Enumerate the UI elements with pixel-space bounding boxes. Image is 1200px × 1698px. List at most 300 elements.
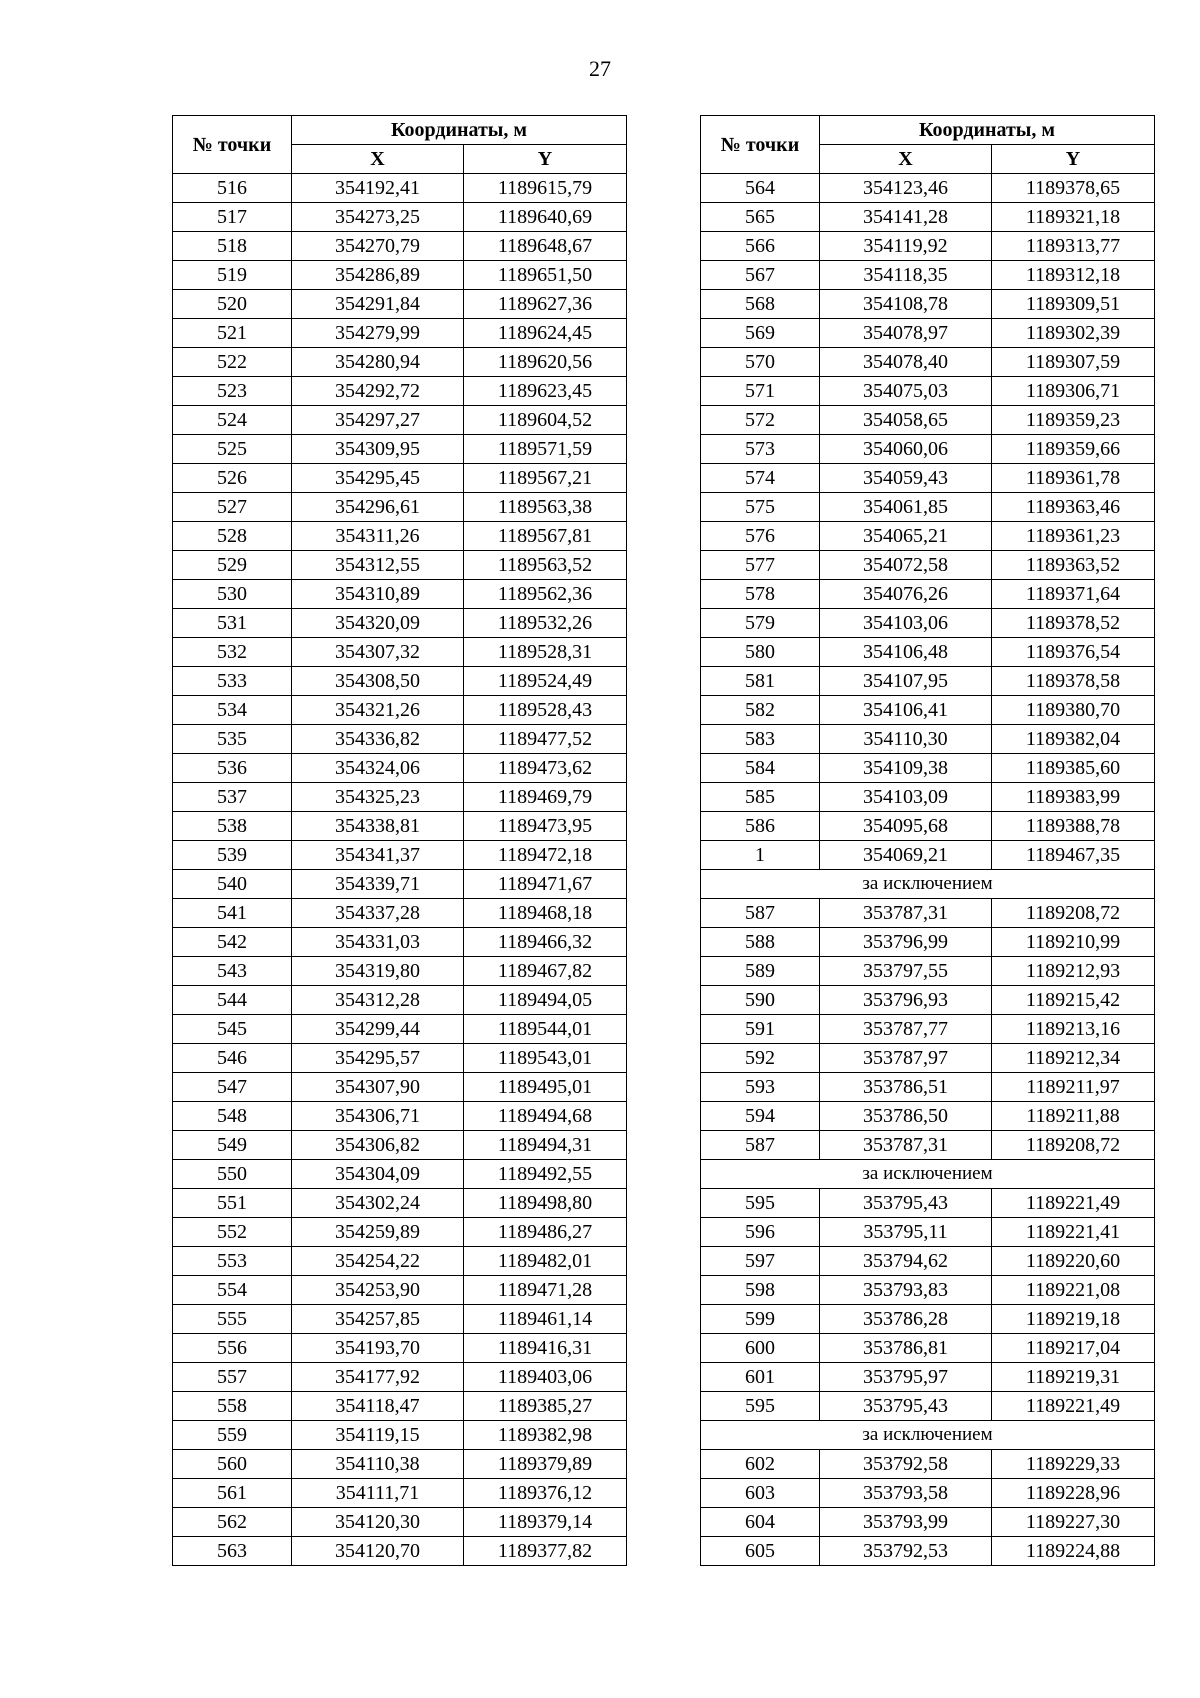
y-coordinate-cell: 1189627,36 <box>464 290 627 319</box>
x-coordinate-cell: 354107,95 <box>820 667 992 696</box>
x-coordinate-cell: 354286,89 <box>292 261 464 290</box>
x-coordinate-cell: 354280,94 <box>292 348 464 377</box>
point-number-cell: 592 <box>701 1044 820 1073</box>
point-number-cell: 569 <box>701 319 820 348</box>
x-coordinate-cell: 354291,84 <box>292 290 464 319</box>
x-coordinate-cell: 354310,89 <box>292 580 464 609</box>
x-coordinate-cell: 354095,68 <box>820 812 992 841</box>
x-coordinate-cell: 354302,24 <box>292 1189 464 1218</box>
y-coordinate-cell: 1189210,99 <box>992 928 1155 957</box>
table-row <box>701 290 1155 319</box>
point-number-cell: 528 <box>173 522 292 551</box>
x-coordinate-cell: 354123,46 <box>820 174 992 203</box>
x-coordinate-cell: 353795,43 <box>820 1392 992 1421</box>
x-coordinate-cell: 353795,97 <box>820 1363 992 1392</box>
table-row <box>701 609 1155 638</box>
y-coordinate-cell: 1189648,67 <box>464 232 627 261</box>
y-coordinate-cell: 1189217,04 <box>992 1334 1155 1363</box>
table-row <box>701 725 1155 754</box>
x-coordinate-cell: 354309,95 <box>292 435 464 464</box>
table-row <box>173 493 627 522</box>
y-coordinate-cell: 1189212,93 <box>992 957 1155 986</box>
x-coordinate-cell: 354257,85 <box>292 1305 464 1334</box>
table-row <box>701 522 1155 551</box>
y-coordinate-cell: 1189378,58 <box>992 667 1155 696</box>
x-coordinate-cell: 354059,43 <box>820 464 992 493</box>
point-number-cell: 541 <box>173 899 292 928</box>
x-coordinate-cell: 354076,26 <box>820 580 992 609</box>
point-number-cell: 535 <box>173 725 292 754</box>
point-number-cell: 518 <box>173 232 292 261</box>
exclusion-note: за исключением <box>701 1160 1155 1189</box>
x-coordinate-cell: 354118,35 <box>820 261 992 290</box>
table-row <box>701 1189 1155 1218</box>
y-coordinate-cell: 1189563,38 <box>464 493 627 522</box>
table-row <box>173 754 627 783</box>
x-coordinate-cell: 353787,31 <box>820 899 992 928</box>
table-row <box>173 609 627 638</box>
y-coordinate-cell: 1189544,01 <box>464 1015 627 1044</box>
x-coordinate-cell: 354119,92 <box>820 232 992 261</box>
point-number-cell: 534 <box>173 696 292 725</box>
x-coordinate-cell: 354072,58 <box>820 551 992 580</box>
y-coordinate-cell: 1189467,82 <box>464 957 627 986</box>
table-row <box>701 667 1155 696</box>
x-coordinate-cell: 354103,09 <box>820 783 992 812</box>
y-coordinate-cell: 1189379,14 <box>464 1508 627 1537</box>
y-coordinate-cell: 1189211,88 <box>992 1102 1155 1131</box>
x-coordinate-cell: 354078,97 <box>820 319 992 348</box>
table-row <box>173 551 627 580</box>
table-row <box>173 1305 627 1334</box>
y-header: Y <box>464 145 627 174</box>
point-number-cell: 604 <box>701 1508 820 1537</box>
x-coordinate-cell: 353787,97 <box>820 1044 992 1073</box>
point-number-cell: 579 <box>701 609 820 638</box>
x-coordinate-cell: 353795,43 <box>820 1189 992 1218</box>
y-coordinate-cell: 1189624,45 <box>464 319 627 348</box>
y-coordinate-cell: 1189532,26 <box>464 609 627 638</box>
x-coordinate-cell: 354141,28 <box>820 203 992 232</box>
y-coordinate-cell: 1189215,42 <box>992 986 1155 1015</box>
x-coordinate-cell: 354336,82 <box>292 725 464 754</box>
y-coordinate-cell: 1189359,66 <box>992 435 1155 464</box>
point-number-cell: 546 <box>173 1044 292 1073</box>
x-coordinate-cell: 354120,70 <box>292 1537 464 1566</box>
y-coordinate-cell: 1189382,04 <box>992 725 1155 754</box>
x-coordinate-cell: 354110,30 <box>820 725 992 754</box>
y-coordinate-cell: 1189361,23 <box>992 522 1155 551</box>
x-coordinate-cell: 354325,23 <box>292 783 464 812</box>
table-row <box>173 290 627 319</box>
x-coordinate-cell: 353786,81 <box>820 1334 992 1363</box>
point-number-cell: 533 <box>173 667 292 696</box>
y-coordinate-cell: 1189471,28 <box>464 1276 627 1305</box>
point-number-cell: 581 <box>701 667 820 696</box>
x-coordinate-cell: 354273,25 <box>292 203 464 232</box>
point-number-cell: 570 <box>701 348 820 377</box>
x-coordinate-cell: 353795,11 <box>820 1218 992 1247</box>
table-row <box>173 319 627 348</box>
x-coordinate-cell: 354307,32 <box>292 638 464 667</box>
table-row <box>701 1334 1155 1363</box>
y-coordinate-cell: 1189221,08 <box>992 1276 1155 1305</box>
x-coordinate-cell: 354060,06 <box>820 435 992 464</box>
point-number-cell: 538 <box>173 812 292 841</box>
table-row <box>701 232 1155 261</box>
table-row <box>173 522 627 551</box>
point-number-cell: 561 <box>173 1479 292 1508</box>
point-number-cell: 565 <box>701 203 820 232</box>
y-coordinate-cell: 1189494,31 <box>464 1131 627 1160</box>
x-coordinate-cell: 354320,09 <box>292 609 464 638</box>
table-row <box>173 1276 627 1305</box>
x-coordinate-cell: 354312,55 <box>292 551 464 580</box>
point-number-cell: 558 <box>173 1392 292 1421</box>
y-coordinate-cell: 1189388,78 <box>992 812 1155 841</box>
x-coordinate-cell: 354296,61 <box>292 493 464 522</box>
table-row <box>701 493 1155 522</box>
y-coordinate-cell: 1189312,18 <box>992 261 1155 290</box>
x-coordinate-cell: 354069,21 <box>820 841 992 870</box>
table-row <box>173 1450 627 1479</box>
table-row <box>701 841 1155 870</box>
y-coordinate-cell: 1189403,06 <box>464 1363 627 1392</box>
x-coordinate-cell: 354292,72 <box>292 377 464 406</box>
table-row <box>173 232 627 261</box>
y-coordinate-cell: 1189378,52 <box>992 609 1155 638</box>
table-row <box>701 1537 1155 1566</box>
y-coordinate-cell: 1189477,52 <box>464 725 627 754</box>
exclusion-row <box>701 870 1155 899</box>
point-number-cell: 587 <box>701 1131 820 1160</box>
table-row <box>701 1247 1155 1276</box>
table-row <box>701 1479 1155 1508</box>
x-coordinate-cell: 354119,15 <box>292 1421 464 1450</box>
point-number-cell: 599 <box>701 1305 820 1334</box>
x-coordinate-cell: 354111,71 <box>292 1479 464 1508</box>
x-coordinate-cell: 353786,50 <box>820 1102 992 1131</box>
exclusion-note: за исключением <box>701 870 1155 899</box>
table-row <box>173 1160 627 1189</box>
table-row <box>173 928 627 957</box>
x-coordinate-cell: 354075,03 <box>820 377 992 406</box>
y-coordinate-cell: 1189321,18 <box>992 203 1155 232</box>
y-coordinate-cell: 1189563,52 <box>464 551 627 580</box>
point-number-cell: 544 <box>173 986 292 1015</box>
x-coordinate-cell: 354338,81 <box>292 812 464 841</box>
x-coordinate-cell: 354110,38 <box>292 1450 464 1479</box>
y-coordinate-cell: 1189307,59 <box>992 348 1155 377</box>
point-number-cell: 552 <box>173 1218 292 1247</box>
point-number-cell: 577 <box>701 551 820 580</box>
table-row <box>701 406 1155 435</box>
y-coordinate-cell: 1189640,69 <box>464 203 627 232</box>
table-row <box>701 1508 1155 1537</box>
table-row <box>701 1015 1155 1044</box>
x-coordinate-cell: 353793,83 <box>820 1276 992 1305</box>
y-coordinate-cell: 1189371,64 <box>992 580 1155 609</box>
point-number-cell: 584 <box>701 754 820 783</box>
table-row <box>173 1044 627 1073</box>
x-coordinate-cell: 354270,79 <box>292 232 464 261</box>
point-number-cell: 556 <box>173 1334 292 1363</box>
table-row <box>173 464 627 493</box>
y-coordinate-cell: 1189472,18 <box>464 841 627 870</box>
y-coordinate-cell: 1189359,23 <box>992 406 1155 435</box>
x-coordinate-cell: 353787,77 <box>820 1015 992 1044</box>
y-coordinate-cell: 1189469,79 <box>464 783 627 812</box>
table-row <box>173 406 627 435</box>
table-row <box>701 754 1155 783</box>
x-coordinate-cell: 354297,27 <box>292 406 464 435</box>
x-coordinate-cell: 354311,26 <box>292 522 464 551</box>
y-coordinate-cell: 1189467,35 <box>992 841 1155 870</box>
table-row <box>173 1073 627 1102</box>
table-row <box>701 319 1155 348</box>
y-coordinate-cell: 1189567,81 <box>464 522 627 551</box>
table-row <box>701 551 1155 580</box>
y-coordinate-cell: 1189302,39 <box>992 319 1155 348</box>
table-row <box>173 1247 627 1276</box>
table-row <box>173 1479 627 1508</box>
table-row <box>701 1450 1155 1479</box>
point-number-cell: 582 <box>701 696 820 725</box>
coordinates-header: Координаты, м <box>292 116 627 145</box>
table-row <box>173 986 627 1015</box>
y-coordinate-cell: 1189208,72 <box>992 1131 1155 1160</box>
point-number-cell: 550 <box>173 1160 292 1189</box>
point-number-cell: 519 <box>173 261 292 290</box>
y-coordinate-cell: 1189498,80 <box>464 1189 627 1218</box>
table-row <box>173 1218 627 1247</box>
table-row <box>701 580 1155 609</box>
point-number-cell: 517 <box>173 203 292 232</box>
exclusion-note: за исключением <box>701 1421 1155 1450</box>
x-coordinate-cell: 354065,21 <box>820 522 992 551</box>
y-coordinate-cell: 1189528,31 <box>464 638 627 667</box>
x-coordinate-cell: 353793,99 <box>820 1508 992 1537</box>
table-row <box>173 1421 627 1450</box>
x-coordinate-cell: 354324,06 <box>292 754 464 783</box>
point-number-cell: 532 <box>173 638 292 667</box>
y-coordinate-cell: 1189466,32 <box>464 928 627 957</box>
y-coordinate-cell: 1189377,82 <box>464 1537 627 1566</box>
y-coordinate-cell: 1189306,71 <box>992 377 1155 406</box>
y-coordinate-cell: 1189623,45 <box>464 377 627 406</box>
table-row <box>701 1392 1155 1421</box>
y-coordinate-cell: 1189208,72 <box>992 899 1155 928</box>
x-coordinate-cell: 354254,22 <box>292 1247 464 1276</box>
x-coordinate-cell: 354192,41 <box>292 174 464 203</box>
point-number-cell: 586 <box>701 812 820 841</box>
y-coordinate-cell: 1189524,49 <box>464 667 627 696</box>
y-coordinate-cell: 1189543,01 <box>464 1044 627 1073</box>
y-coordinate-cell: 1189461,14 <box>464 1305 627 1334</box>
point-number-cell: 526 <box>173 464 292 493</box>
table-row <box>173 957 627 986</box>
point-number-cell: 574 <box>701 464 820 493</box>
point-number-cell: 542 <box>173 928 292 957</box>
table-row <box>701 928 1155 957</box>
y-coordinate-cell: 1189495,01 <box>464 1073 627 1102</box>
page-number: 27 <box>589 56 611 81</box>
point-number-cell: 583 <box>701 725 820 754</box>
y-coordinate-cell: 1189468,18 <box>464 899 627 928</box>
table-row <box>701 464 1155 493</box>
y-coordinate-cell: 1189212,34 <box>992 1044 1155 1073</box>
table-row <box>701 377 1155 406</box>
x-coordinate-cell: 354061,85 <box>820 493 992 522</box>
y-coordinate-cell: 1189620,56 <box>464 348 627 377</box>
y-coordinate-cell: 1189482,01 <box>464 1247 627 1276</box>
y-coordinate-cell: 1189471,67 <box>464 870 627 899</box>
point-number-cell: 575 <box>701 493 820 522</box>
y-coordinate-cell: 1189385,60 <box>992 754 1155 783</box>
table-row <box>173 1131 627 1160</box>
point-number-cell: 588 <box>701 928 820 957</box>
table-row <box>173 348 627 377</box>
y-coordinate-cell: 1189416,31 <box>464 1334 627 1363</box>
x-coordinate-cell: 354279,99 <box>292 319 464 348</box>
point-number-cell: 605 <box>701 1537 820 1566</box>
y-coordinate-cell: 1189494,05 <box>464 986 627 1015</box>
table-row <box>701 986 1155 1015</box>
table-row <box>173 1392 627 1421</box>
table-row <box>173 1537 627 1566</box>
y-coordinate-cell: 1189376,54 <box>992 638 1155 667</box>
point-number-cell: 585 <box>701 783 820 812</box>
table-row <box>701 1102 1155 1131</box>
x-coordinate-cell: 354106,48 <box>820 638 992 667</box>
y-coordinate-cell: 1189383,99 <box>992 783 1155 812</box>
point-number-cell: 557 <box>173 1363 292 1392</box>
point-number-cell: 530 <box>173 580 292 609</box>
x-coordinate-cell: 354312,28 <box>292 986 464 1015</box>
point-number-cell: 524 <box>173 406 292 435</box>
y-coordinate-cell: 1189473,62 <box>464 754 627 783</box>
point-number-cell: 563 <box>173 1537 292 1566</box>
y-coordinate-cell: 1189221,49 <box>992 1392 1155 1421</box>
point-number-cell: 603 <box>701 1479 820 1508</box>
table-row <box>701 1218 1155 1247</box>
point-number-cell: 578 <box>701 580 820 609</box>
y-coordinate-cell: 1189211,97 <box>992 1073 1155 1102</box>
x-coordinate-cell: 354337,28 <box>292 899 464 928</box>
x-coordinate-cell: 354319,80 <box>292 957 464 986</box>
point-number-cell: 551 <box>173 1189 292 1218</box>
x-coordinate-cell: 354299,44 <box>292 1015 464 1044</box>
y-coordinate-cell: 1189562,36 <box>464 580 627 609</box>
x-coordinate-cell: 354058,65 <box>820 406 992 435</box>
point-number-cell: 562 <box>173 1508 292 1537</box>
x-coordinate-cell: 353786,51 <box>820 1073 992 1102</box>
point-number-cell: 572 <box>701 406 820 435</box>
x-coordinate-cell: 354331,03 <box>292 928 464 957</box>
table-row <box>701 696 1155 725</box>
point-number-cell: 568 <box>701 290 820 319</box>
point-number-cell: 527 <box>173 493 292 522</box>
x-coordinate-cell: 353787,31 <box>820 1131 992 1160</box>
x-coordinate-cell: 353793,58 <box>820 1479 992 1508</box>
y-coordinate-cell: 1189219,31 <box>992 1363 1155 1392</box>
point-number-cell: 549 <box>173 1131 292 1160</box>
x-coordinate-cell: 354307,90 <box>292 1073 464 1102</box>
x-coordinate-cell: 354304,09 <box>292 1160 464 1189</box>
x-coordinate-cell: 354120,30 <box>292 1508 464 1537</box>
y-coordinate-cell: 1189221,49 <box>992 1189 1155 1218</box>
table-row <box>701 1073 1155 1102</box>
point-number-cell: 523 <box>173 377 292 406</box>
y-coordinate-cell: 1189220,60 <box>992 1247 1155 1276</box>
x-coordinate-cell: 353797,55 <box>820 957 992 986</box>
y-coordinate-cell: 1189494,68 <box>464 1102 627 1131</box>
point-number-header: № точки <box>701 116 820 174</box>
x-coordinate-cell: 354253,90 <box>292 1276 464 1305</box>
point-number-cell: 548 <box>173 1102 292 1131</box>
y-coordinate-cell: 1189363,46 <box>992 493 1155 522</box>
x-coordinate-cell: 353792,53 <box>820 1537 992 1566</box>
point-number-cell: 559 <box>173 1421 292 1450</box>
y-coordinate-cell: 1189651,50 <box>464 261 627 290</box>
table-row <box>701 348 1155 377</box>
x-coordinate-cell: 354106,41 <box>820 696 992 725</box>
x-coordinate-cell: 354341,37 <box>292 841 464 870</box>
table-row <box>701 899 1155 928</box>
table-row <box>173 1015 627 1044</box>
x-coordinate-cell: 354177,92 <box>292 1363 464 1392</box>
table-row <box>173 696 627 725</box>
point-number-cell: 540 <box>173 870 292 899</box>
table-row <box>701 261 1155 290</box>
table-row <box>173 812 627 841</box>
table-row <box>701 203 1155 232</box>
table-row <box>173 1189 627 1218</box>
x-coordinate-cell: 353796,99 <box>820 928 992 957</box>
x-coordinate-cell: 354078,40 <box>820 348 992 377</box>
table-row <box>173 899 627 928</box>
table-row <box>701 783 1155 812</box>
table-row <box>701 638 1155 667</box>
table-row <box>701 1131 1155 1160</box>
point-number-cell: 573 <box>701 435 820 464</box>
y-coordinate-cell: 1189604,52 <box>464 406 627 435</box>
point-number-header: № точки <box>173 116 292 174</box>
point-number-cell: 529 <box>173 551 292 580</box>
point-number-cell: 560 <box>173 1450 292 1479</box>
y-coordinate-cell: 1189313,77 <box>992 232 1155 261</box>
exclusion-row <box>701 1421 1155 1450</box>
point-number-cell: 576 <box>701 522 820 551</box>
x-coordinate-cell: 353796,93 <box>820 986 992 1015</box>
y-coordinate-cell: 1189221,41 <box>992 1218 1155 1247</box>
y-coordinate-cell: 1189224,88 <box>992 1537 1155 1566</box>
table-row <box>173 1102 627 1131</box>
x-coordinate-cell: 353792,58 <box>820 1450 992 1479</box>
table-row <box>173 377 627 406</box>
point-number-cell: 539 <box>173 841 292 870</box>
point-number-cell: 525 <box>173 435 292 464</box>
point-number-cell: 522 <box>173 348 292 377</box>
x-coordinate-cell: 354109,38 <box>820 754 992 783</box>
coordinates-table-left <box>172 115 627 1566</box>
y-coordinate-cell: 1189363,52 <box>992 551 1155 580</box>
table-row <box>173 435 627 464</box>
point-number-cell: 566 <box>701 232 820 261</box>
table-row <box>173 725 627 754</box>
y-header: Y <box>992 145 1155 174</box>
table-row <box>701 957 1155 986</box>
